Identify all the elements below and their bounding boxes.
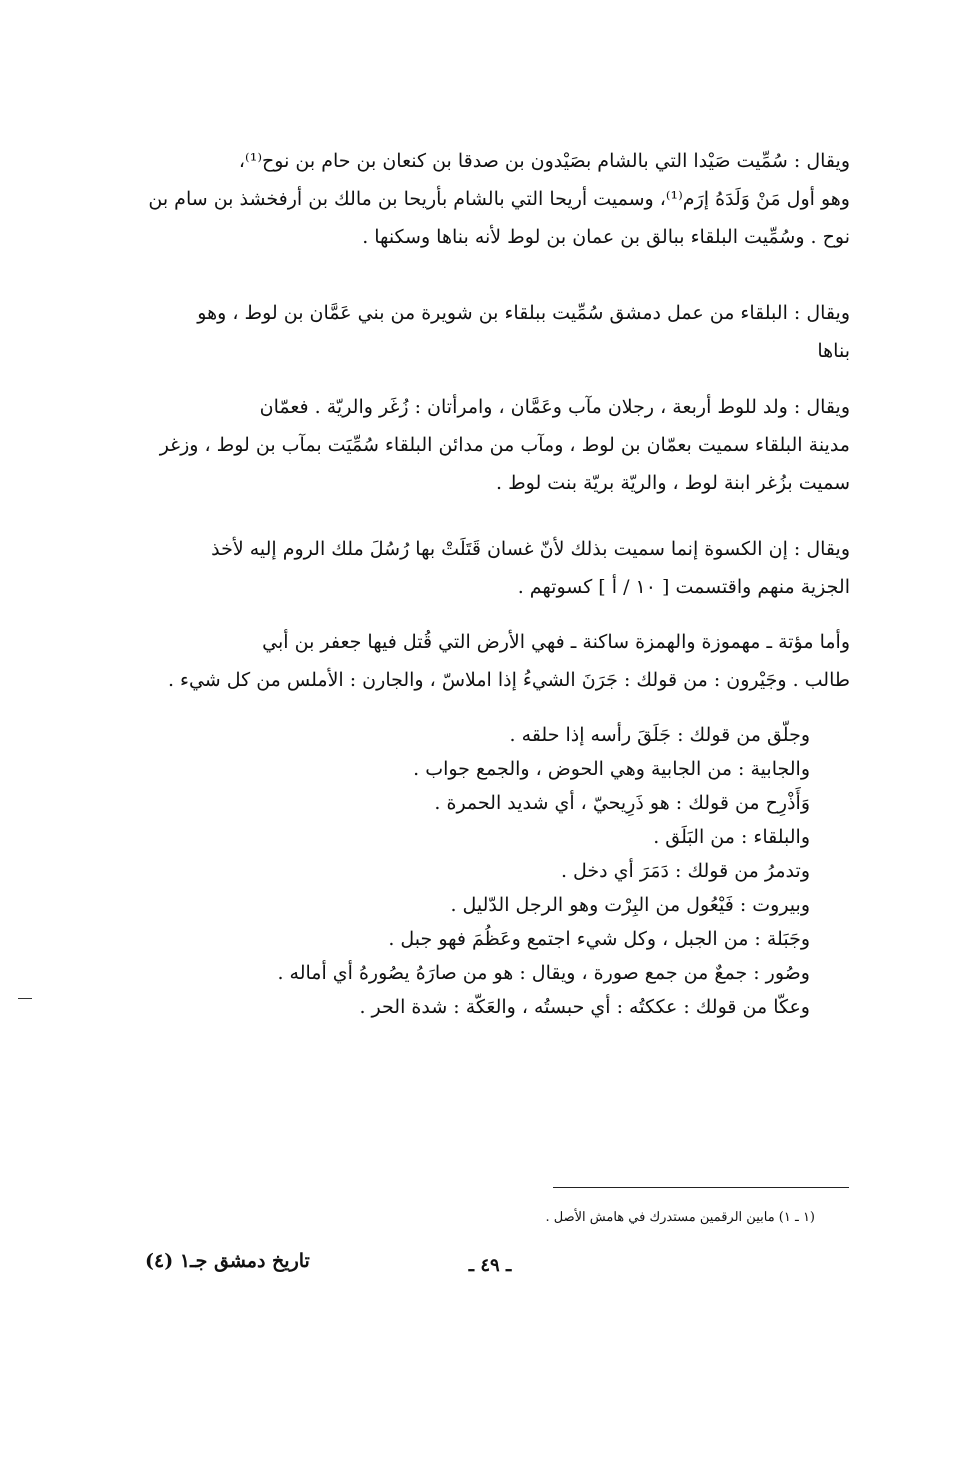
paragraph-saida (140, 142, 850, 256)
paragraph-kiswa (140, 530, 850, 606)
page-number: ـ ٤٩ ـ (468, 1255, 512, 1276)
gloss-item: وجلّق من قولك : جَلَقَ رأسه إذا حلقه . (509, 724, 810, 746)
place-name-glosses (200, 718, 810, 1024)
gloss-item: وتدمرُ من قولك : دَمَرَ أي دخل . (560, 860, 810, 882)
text-line: مدينة البلقاء سميت بعمّان بن لوط ، ومآب من مدائن البلقاء سُمِّيَت بمآب بن لوط ، وزغر (159, 434, 850, 456)
gloss-item: وَأَذْرِح من قولك : هو ذَرِيحيّ ، أي شديد الحمرة . (434, 792, 810, 814)
footnote-separator (553, 1187, 849, 1188)
gloss-item: وبيروت : فَيْعُول من البِرْت وهو الرجل الدّليل . (450, 894, 810, 916)
margin-mark (18, 998, 32, 999)
text-line: ويقال : إن الكسوة إنما سميت بذلك لأنّ غسان قَتَلَتْ بها رُسُلَ ملك الروم إليه لأخذ (211, 538, 850, 560)
gloss-item: وعكّا من قولك : عككتُه : أي حبستُه ، والعَكّة : شدة الحر . (359, 996, 810, 1018)
paragraph-balqa (140, 294, 850, 370)
paragraph-mutah (140, 623, 850, 699)
gloss-item: والجابية : من الجابية وهي الحوض ، والجمع جواب . (413, 758, 810, 780)
running-footer-title: تاريخ دمشق جـ١ (٤) (145, 1250, 310, 1272)
footnote: (١ ـ ١) مابين الرقمين مستدرك في هامش الأصل . (545, 1210, 815, 1225)
gloss-item: وصُور : جمعٌ من جمع صورة ، ويقال : هو من صارَهُ يصُورهُ أي أماله . (277, 962, 810, 984)
text-line: وأما مؤتة ـ مهموزة والهمزة ساكنة ـ فهي الأرض التي قُتل فيها جعفر بن أبي (262, 631, 850, 653)
gloss-item: وجَبَلة : من الجبل ، وكل شيء اجتمع وعَظُمَ فهو جبل . (388, 928, 810, 950)
text-line: بناها (817, 340, 850, 362)
gloss-item: والبلقاء : من البَلَق . (653, 826, 810, 848)
text-line: ويقال : سُمِّيت صَيْدا التي بالشام بصَيْدون بن صدقا بن كنعان بن حام بن نوح⁽¹⁾، (238, 150, 850, 172)
text-line: نوح . وسُمِّيت البلقاء ببالق بن عمان بن لوط لأنه بناها وسكنها . (362, 226, 850, 248)
text-line: ويقال : البلقاء من عمل دمشق سُمِّيت ببلقاء بن شويرة من بني عَمَّان بن لوط ، وهو (197, 302, 850, 324)
text-line: ويقال : ولد للوط أربعة ، رجلان مآب وعَمَّان ، وامرأتان : زُغَر والريّة . فعمّان (259, 396, 850, 418)
text-line: طالب . وجَيْرون : من قولك : جَرَنَ الشيءُ إذا املاسّ ، والجارن : الأملس من كل شيء . (167, 669, 850, 691)
text-line: الجزية منهم واقتسمت [ ١٠ / أ ] كسوتهم . (517, 576, 850, 598)
text-line: سميت بزُغر ابنة لوط ، والريّة بريّة بنت لوط . (496, 472, 850, 494)
paragraph-lot-children (140, 388, 850, 502)
text-line: وهو أول مَنْ وَلَدَهُ إرَم⁽¹⁾، وسميت أريحا التي بالشام بأريحا بن مالك بن أرفخشذ بن سام بن (148, 188, 850, 210)
